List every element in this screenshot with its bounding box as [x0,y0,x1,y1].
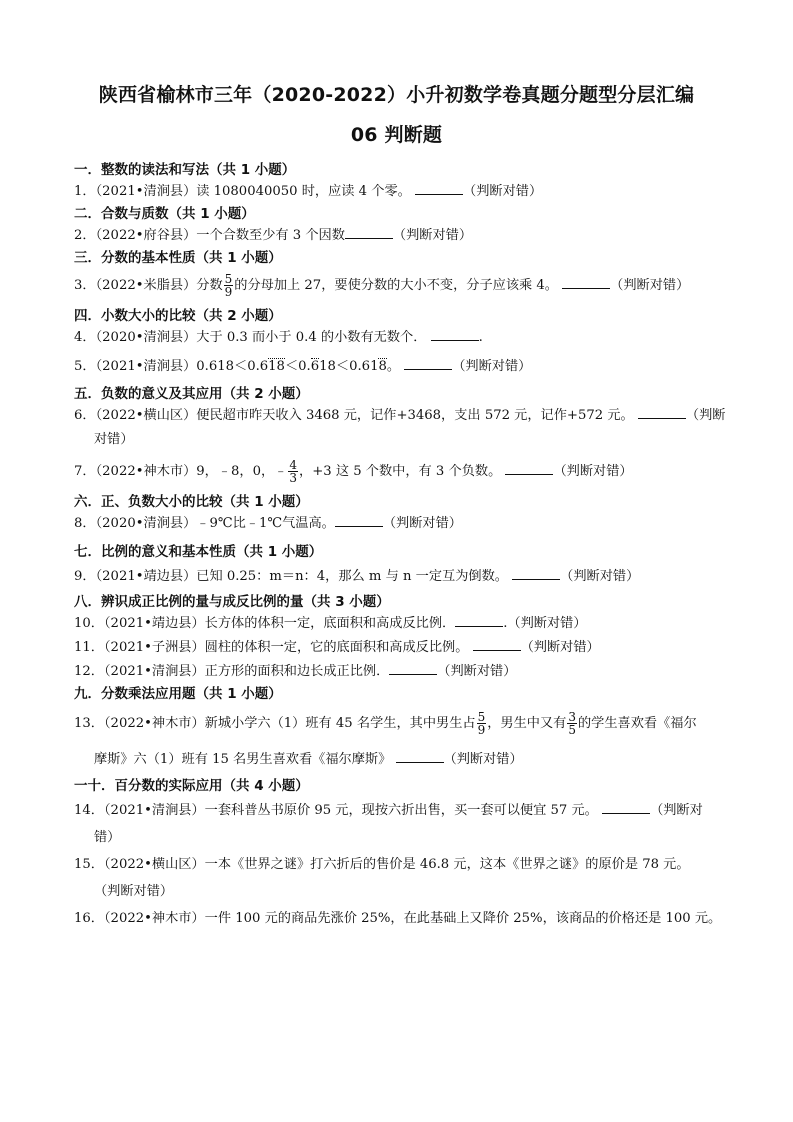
answer-blank[interactable] [345,226,393,239]
question-9: 9．（2021•靖边县）已知 0.25：m＝n：4，那么 m 与 n 一定互为倒数。 （判断对错） [74,569,640,584]
answer-blank[interactable] [455,614,503,627]
question-13: 13．（2022•神木市）新城小学六（1）班有 45 名学生，其中男生占 $\frac{5}{9}$ ，男生中又有 $\frac{3}{5}$ 的学生喜欢看《福尔 [74,710,697,737]
answer-blank[interactable] [602,801,650,814]
document-title: 陕西省榆林市三年（2020-2022）小升初数学卷真题分题型分层汇编 [98,84,695,106]
question-7: 7．（2022•神木市）9，﹣8，0，﹣ $\frac{4}{3}$ ，+3 这 5 个数中，有 3 个负数。 （判断对错） [74,458,633,485]
question-15-continued: （判断对错） [94,884,174,899]
section-heading: 四．小数大小的比较（共 2 小题） [74,308,282,324]
question-5: 5．（2021•清涧县）0.618＜0.618＜0.618＜0.618。 （判断对错） [74,359,532,374]
question-8: 8．（2020•清涧县）﹣9℃比﹣1℃气温高。 （判断对错） [74,516,462,531]
question-10: 10．（2021•靖边县）长方体的体积一定，底面积和高成反比例． .（判断对错） [74,616,587,631]
answer-blank[interactable] [415,182,463,195]
section-heading: 九．分数乘法应用题（共 1 小题） [74,686,282,702]
section-heading: 六．正、负数大小的比较（共 1 小题） [74,494,309,510]
answer-blank[interactable] [396,750,444,763]
answer-blank[interactable] [505,462,553,475]
section-heading: 一．整数的读法和写法（共 1 小题） [74,162,296,178]
document-subtitle: 06 判断题 [350,124,443,146]
question-14-continued: 错） [94,830,121,845]
section-heading: 八．辨识成正比例的量与成反比例的量（共 3 小题） [74,594,390,610]
question-15: 15．（2022•横山区）一本《世界之谜》打六折后的售价是 46.8 元，这本《世界之谜》的原价是 78 元。 [74,857,690,872]
section-heading: 三．分数的基本性质（共 1 小题） [74,250,282,266]
question-13-continued: 摩斯》六（1）班有 15 名男生喜欢看《福尔摩斯》 （判断对错） [94,752,523,767]
question-1: 1．（2021•清涧县）读 1080040050 时，应读 4 个零。 （判断对错） [74,184,543,199]
repeating-decimal: 6 [310,359,320,374]
section-heading: 七．比例的意义和基本性质（共 1 小题） [74,544,323,560]
question-14: 14．（2021•清涧县）一套科普丛书原价 95 元，现按六折出售，买一套可以便宜 57 元。 （判断对 [74,803,703,818]
question-4: 4．（2020•清涧县）大于 0.3 而小于 0.4 的小数有无数个． . [74,330,483,345]
question-3: 3．（2022•米脂县）分数 $\frac{5}{9}$ 的分母加上 27，要使分数的大小不变，分子应该乘 4。 （判断对错） [74,272,690,299]
question-6-continued: 对错） [94,432,134,447]
question-6: 6．（2022•横山区）便民超市昨天收入 3468 元，记作+3468，支出 572 元，记作+572 元。 （判断 [74,408,726,423]
answer-blank[interactable] [562,276,610,289]
answer-blank[interactable] [512,567,560,580]
answer-blank[interactable] [335,514,383,527]
question-12: 12．（2021•清涧县）正方形的面积和边长成正比例． （判断对错） [74,664,517,679]
answer-blank[interactable] [638,406,686,419]
answer-blank[interactable] [431,328,479,341]
question-2: 2．（2022•府谷县）一个合数至少有 3 个因数 （判断对错） [74,228,473,243]
question-16: 16．（2022•神木市）一件 100 元的商品先涨价 25%，在此基础上又降价 25%，该商品的价格还是 100 元。 [74,911,722,926]
question-11: 11．（2021•子洲县）圆柱的体积一定，它的底面积和高成反比例。 （判断对错） [74,640,600,655]
section-heading: 五．负数的意义及其应用（共 2 小题） [74,386,309,402]
answer-blank[interactable] [389,662,437,675]
section-heading: 二．合数与质数（共 1 小题） [74,206,255,222]
fraction: $\frac{4}{3}$ [289,458,298,485]
repeating-decimal: 8 [378,359,387,374]
fraction: $\frac{5}{9}$ [477,710,486,737]
question-list [74,158,727,934]
answer-blank[interactable] [473,638,521,651]
repeating-decimal: 18 [319,359,336,374]
section-heading: 一十．百分数的实际应用（共 4 小题） [74,778,309,794]
fraction: $\frac{3}{5}$ [568,710,576,737]
repeating-decimal: 18 [268,359,285,374]
fraction: $\frac{5}{9}$ [224,272,233,299]
answer-blank[interactable] [404,357,452,370]
